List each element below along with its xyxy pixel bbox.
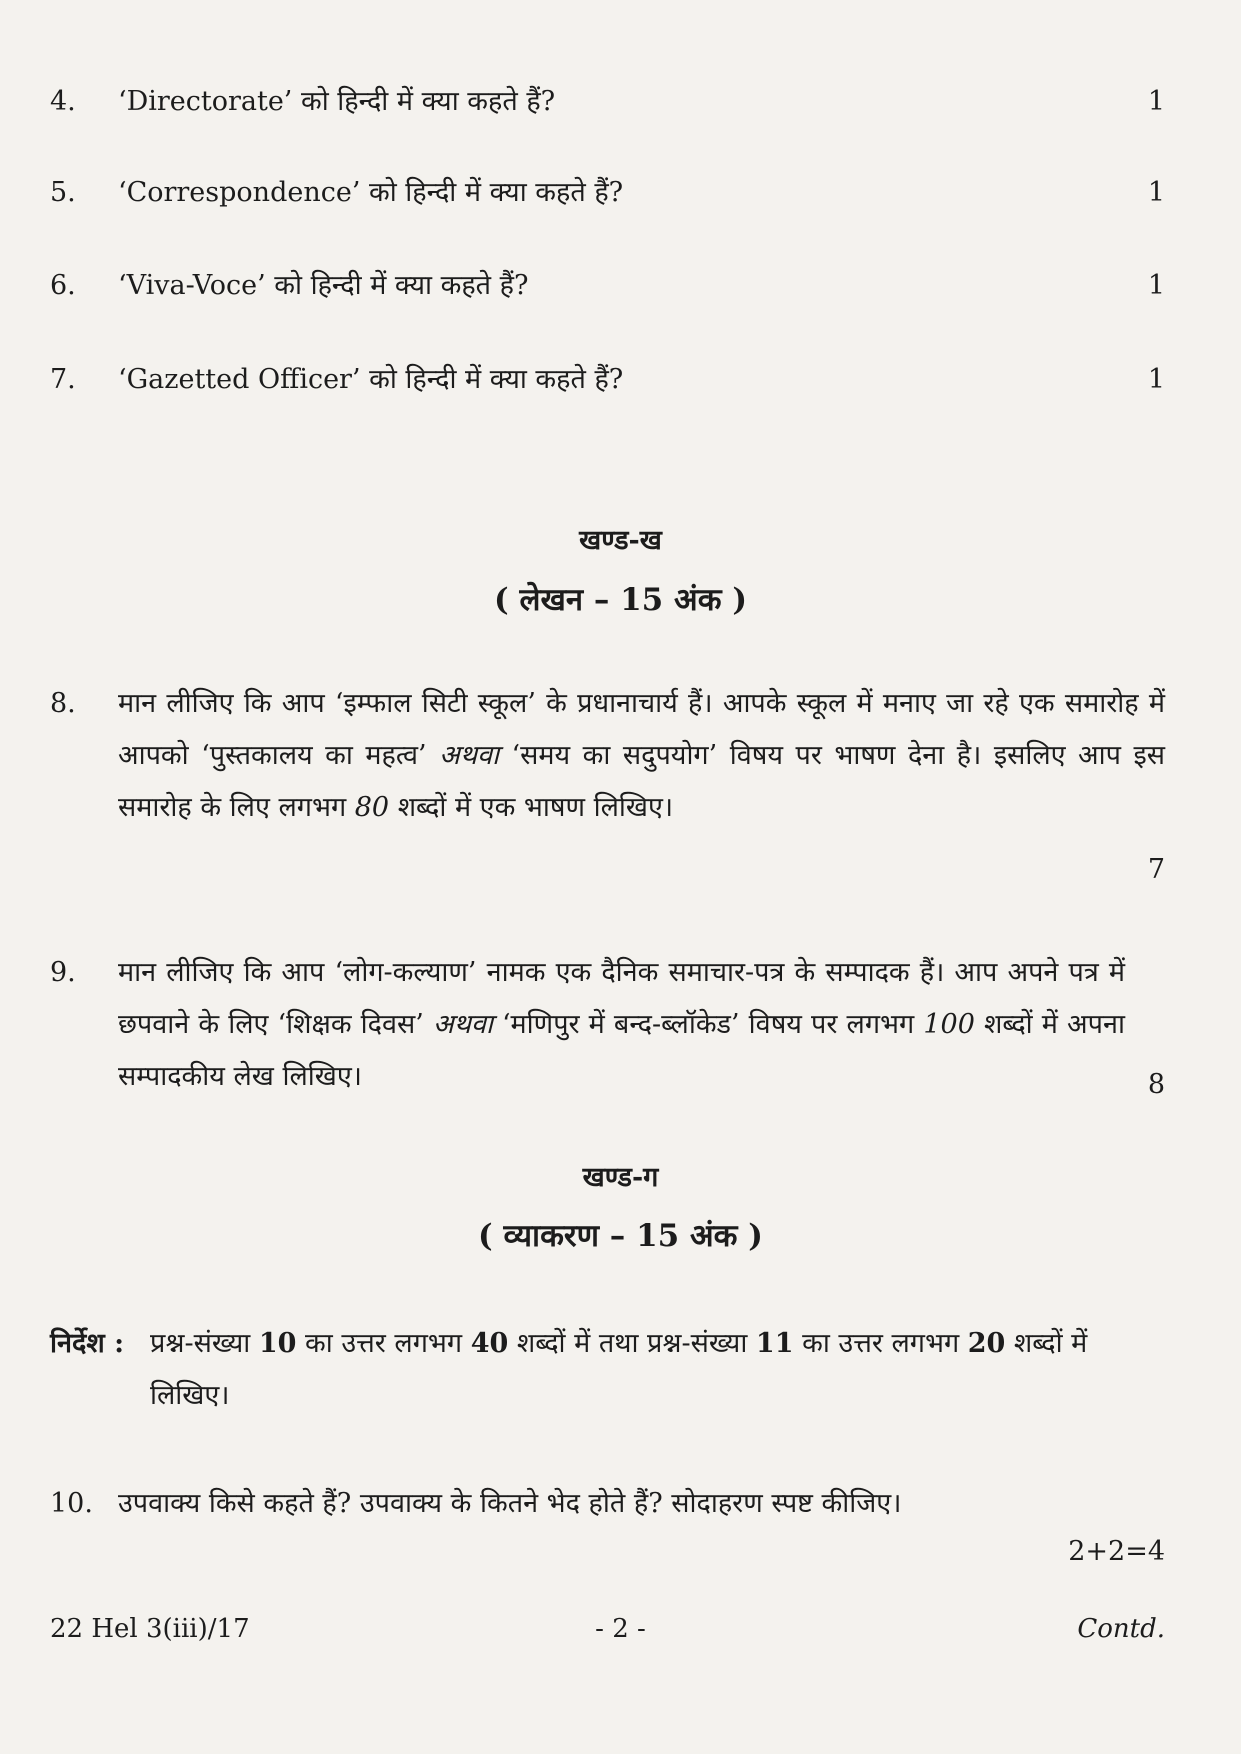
question-marks: 1 xyxy=(1147,270,1165,301)
question-text: मान लीजिए कि आप ‘इम्फाल सिटी स्कूल’ के प्रधानाचार्य हैं। आपके स्कूल में मनाए जा रहे एक समारोह में आपको ‘पुस्तकालय का महत्व’ अथवा ‘समय का सदुपयोग’ विषय पर भाषण देना है। इसलिए आप इस समारोह के लिए लगभग 80 शब्दों में एक भाषण लिखिए। xyxy=(118,688,1165,823)
section-c-title: खण्ड-ग xyxy=(582,1162,659,1193)
question-10 xyxy=(50,1478,1165,1578)
question-9 xyxy=(50,947,1165,1107)
question-text: ‘Gazetted Officer’ को हिन्दी में क्या कहते हैं? xyxy=(118,364,624,395)
section-b-title: खण्ड-ख xyxy=(579,525,662,556)
section-c-subtitle: ( व्याकरण – 15 अंक ) xyxy=(478,1218,763,1254)
question-number: 5. xyxy=(50,177,76,208)
instructions-text: प्रश्न-संख्या 10 का उत्तर लगभग 40 शब्दों में तथा प्रश्न-संख्या 11 का उत्तर लगभग 20 शब्दों में लिखिए। xyxy=(150,1328,1088,1411)
athva-text: अथवा xyxy=(432,1009,493,1040)
question-marks: 7 xyxy=(1147,854,1165,885)
question-number: 4. xyxy=(50,86,76,117)
question-marks: 1 xyxy=(1147,177,1165,208)
question-marks: 1 xyxy=(1147,364,1165,395)
page-number: - 2 - xyxy=(595,1614,646,1644)
question-text: मान लीजिए कि आप ‘लोग-कल्याण’ नामक एक दैनिक समाचार-पत्र के सम्पादक हैं। आप अपने पत्र में छपवाने के लिए ‘शिक्षक दिवस’ अथवा ‘मणिपुर में बन्द-ब्लॉकेड’ विषय पर लगभग 100 शब्दों में अपना सम्पादकीय लेख लिखिए। xyxy=(118,957,1125,1092)
question-text: ‘Viva-Voce’ को हिन्दी में क्या कहते हैं? xyxy=(118,270,529,301)
question-marks: 2+2=4 xyxy=(1068,1536,1165,1567)
question-text: उपवाक्य किसे कहते हैं? उपवाक्य के कितने भेद होते हैं? सोदाहरण स्पष्ट कीजिए। xyxy=(118,1488,902,1519)
word-count: 100 xyxy=(923,1009,975,1040)
section-b-subtitle: ( लेखन – 15 अंक ) xyxy=(493,582,747,618)
athva-text: अथवा xyxy=(439,740,499,771)
paper-code: 22 Hel 3(iii)/17 xyxy=(50,1614,250,1644)
continued-label: Contd. xyxy=(1077,1614,1165,1644)
question-text: ‘Directorate’ को हिन्दी में क्या कहते हैं? xyxy=(118,86,556,117)
question-8 xyxy=(50,678,1165,898)
instructions-label: निर्देश : xyxy=(50,1328,125,1359)
question-number: 9. xyxy=(50,957,76,988)
question-text: ‘Correspondence’ को हिन्दी में क्या कहते हैं? xyxy=(118,177,624,208)
word-count: 80 xyxy=(354,792,390,823)
question-number: 6. xyxy=(50,270,76,301)
question-marks: 8 xyxy=(1147,1069,1165,1100)
question-number: 7. xyxy=(50,364,76,395)
question-number: 10. xyxy=(50,1488,93,1519)
question-marks: 1 xyxy=(1147,86,1165,117)
question-number: 8. xyxy=(50,688,76,719)
